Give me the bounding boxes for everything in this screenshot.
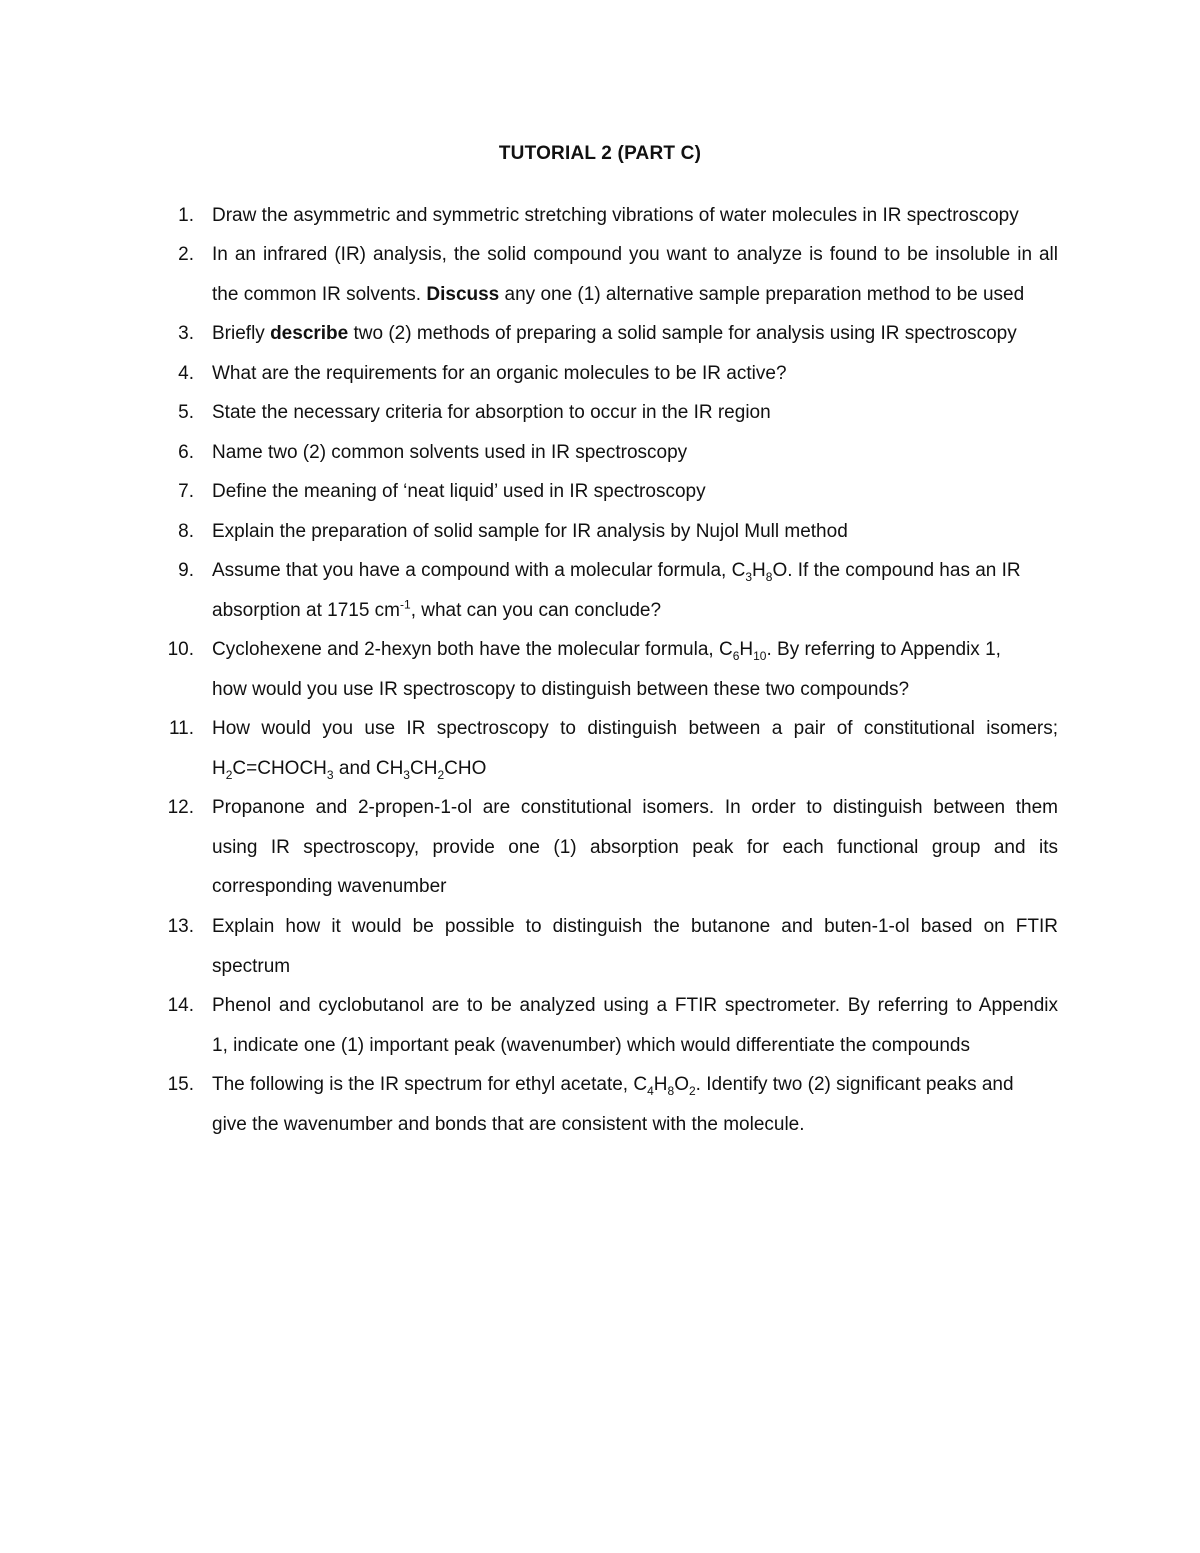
question-number: 13. <box>167 916 194 937</box>
question-number: 11. <box>168 718 194 739</box>
question-text: Cyclohexene and 2-hexyn both have the molecular formula, $C_6H_{10}$. By referring to Appendix 1, how would you use IR spectroscopy to distinguish between these two compounds? <box>212 639 1001 700</box>
question-number: 12. <box>167 797 194 818</box>
question-text: In an infrared (IR) analysis, the solid compound you want to analyze is found to be insoluble in all the common IR solvents. Discuss any one (1) alternative sample preparation method to be used <box>212 244 1058 305</box>
question-number: 2. <box>178 244 194 265</box>
question-number: 10. <box>167 639 194 660</box>
question-text: State the necessary criteria for absorption to occur in the IR region <box>212 402 771 423</box>
document-title: TUTORIAL 2 (PART C) <box>498 143 702 164</box>
question-text: The following is the IR spectrum for ethyl acetate, $C_4H_8O_2$. Identify two (2) significant peaks and give the wavenumber and bonds that are consistent with the molecule. <box>212 1074 1014 1135</box>
question-number: 7. <box>178 481 194 502</box>
question-text: Briefly describe two (2) methods of preparing a solid sample for analysis using IR spectroscopy <box>212 323 1017 344</box>
question-number: 9. <box>178 560 194 581</box>
question-text: Propanone and 2-propen-1-ol are constitutional isomers. In order to distinguish between them using IR spectroscopy, provide one (1) absorption peak for each functional group and its corresponding wavenumber <box>212 797 1058 898</box>
question-text: Explain how it would be possible to distinguish the butanone and buten-1-ol based on FTIR spectrum <box>212 916 1058 977</box>
question-number: 5. <box>178 402 194 423</box>
question-text: Explain the preparation of solid sample for IR analysis by Nujol Mull method <box>212 521 848 542</box>
question-number: 3. <box>178 323 194 344</box>
question-text: Phenol and cyclobutanol are to be analyzed using a FTIR spectrometer. By referring to Appendix 1, indicate one (1) important peak (wavenumber) which would differentiate the compounds <box>212 995 1058 1056</box>
question-text: Define the meaning of ‘neat liquid’ used in IR spectroscopy <box>212 481 706 502</box>
question-text: Name two (2) common solvents used in IR spectroscopy <box>212 442 688 463</box>
question-text: Assume that you have a compound with a molecular formula, $C_3H_8O$. If the compound has an IR absorption at 1715 $cm^{-1}$, what can you can conclude? <box>212 560 1021 621</box>
question-number: 6. <box>178 442 194 463</box>
question-number: 8. <box>178 521 194 542</box>
question-text: Draw the asymmetric and symmetric stretching vibrations of water molecules in IR spectroscopy <box>212 205 1019 226</box>
question-number: 1. <box>178 205 194 226</box>
question-number: 14. <box>167 995 194 1016</box>
question-text: What are the requirements for an organic molecules to be IR active? <box>212 363 787 384</box>
question-number: 15. <box>167 1074 194 1095</box>
question-number: 4. <box>178 363 194 384</box>
question-text: How would you use IR spectroscopy to distinguish between a pair of constitutional isomers; $H_2C=CHOCH_3$ and $CH_3CH_2CHO$ <box>212 718 1058 782</box>
